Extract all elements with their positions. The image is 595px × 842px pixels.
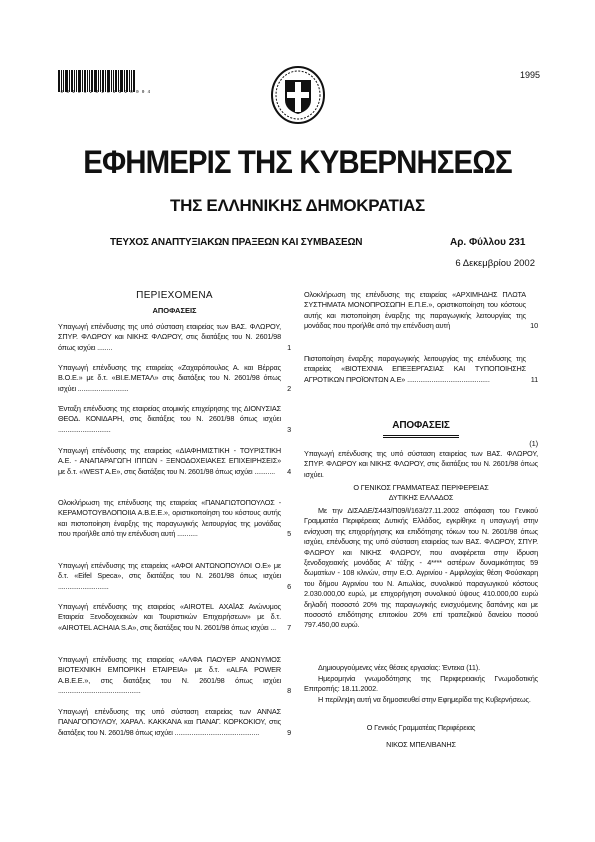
gazette-subtitle: ΤΗΣ ΕΛΛΗΝΙΚΗΣ ΔΗΜΟΚΡΑΤΙΑΣ: [170, 196, 425, 215]
decisions-heading: ΑΠΟΦΑΣΕΙΣ: [392, 420, 450, 431]
toc-entry-text: Υπαγωγή επένδυσης της εταιρείας «ΑΦΟΙ ΑΝΤΩΝΟΠΟΥΛΟΙ Ο.Ε» με δ.τ. «Eifel Speca», στις διατάξεις του Ν. 2601/98 όπως ισχύει ...........................: [58, 561, 281, 591]
toc-entry-text: Υπαγωγή επένδυσης της εταιρείας «ΔΙΑΦΗΜΙΣΤΙΚΗ - ΤΟΥΡΙΣΤΙΚΗ Α.Ε. - ΑΝΑΠΑΡΑΓΩΓΗ ΙΠΠΩΝ - ΞΕΝΟΔΟΧΕΙΑΚΕΣ ΕΠΙΧΕΙΡΗΣΕΙΣ» με δ.τ. «WEST A.E», στις διατάξεις του Ν. 2601/98 όπως ισχύει ...........: [58, 446, 281, 476]
toc-entry-text: Υπαγωγή επένδυσης της εταιρείας «AIROTEL ΑΧΑΪΑΣ Ανώνυμος Εταιρεία Ξενοδοχειακών και Τουριστικών Επιχειρήσεων» με δ.τ. «AIROTEL ACHAIA S.A», στις διατάξεις του Ν. 2601/98 όπως ισχύει ...: [58, 602, 281, 632]
toc-entry-page: 2: [287, 383, 291, 393]
toc-entry: [58, 602, 291, 633]
barcode: [58, 62, 150, 92]
divider: [383, 435, 459, 436]
toc-entry-text: Υπαγωγή επένδυσης της υπό σύσταση εταιρείας των ΑΝΝΑΣ ΠΑΝΑΓΟΠΟΥΛΟΥ, ΧΑΡΑΛ. ΚΑΚΚΑΝΑ και ΠΑΝΑΓ. ΚΟΡΚΟΚΙΟΥ, στις διατάξεις του Ν. 2601/98 όπως ισχύει .............................................: [58, 707, 281, 737]
toc-entry: [58, 322, 291, 353]
toc-entry-page: 9: [287, 727, 291, 737]
barcode-number: 0 3 1 0 5 2 3 1 0 6 1 2 0 0 0 4: [60, 90, 151, 95]
issue-number: Αρ. Φύλλου 231: [450, 237, 526, 248]
authority-line: Ο ΓΕΝΙΚΟΣ ΓΡΑΜΜΑΤΕΑΣ ΠΕΡΙΦΕΡΕΙΑΣ: [353, 483, 489, 492]
decision-intro: Υπαγωγή επένδυσης της υπό σύσταση εταιρείας των ΒΑΣ. ΦΛΩΡΟΥ, ΣΠΥΡ. ΦΛΩΡΟΥ και ΝΙΚΗΣ ΦΛΩΡΟΥ, στις διατάξεις του Ν. 2601/98 όπως ισχύει.: [304, 449, 538, 479]
toc-entry-text: Υπαγωγή επένδυσης της εταιρείας «Ζαχαρόπουλος Α. και Βέρρας Β.Ο.Ε.» με δ.τ. «ΒΙ.Ε.ΜΕΤΑΛ» στις διατάξεις του Ν. 2601/98 όπως ισχύει ...........................: [58, 363, 281, 393]
page-number: 1995: [519, 70, 540, 80]
decision-body: Με την ΔΙΣΑΔΕ/Σ443/Π09/Ι/163/27.11.2002 απόφαση του Γενικού Γραμματέα Περιφέρειας Δυτικής Ελλάδος, εγκρίθηκε η υπαγωγή στην ενίσχυση της επιχορήγησης και επιδότησης τόκων του Ν. 2601/98 όπως ισχύει, επένδυσης της υπό σύσταση εταιρείας των ΒΑΣ. ΦΛΩΡΟΥ, ΣΠΥΡ. ΦΛΩΡΟΥ και ΝΙΚΗΣ ΦΛΩΡΟΥ, που αναφέρεται στην ίδρυση ξενοδοχειακής μονάδας Α' τάξης - 4**** αστέρων δυναμικότητας 59 δωματίων - 108 κλινών, στην Ε.Ο. Αγρινίου - Αμφιλοχίας θέση Φούσκαρη του δήμου Αγρινίου του Ν. Αιτωλίας, συνολικού παραγωγικού κόστους 2.030.000,00 ευρώ, με επιχορήγηση συνολικού ύψους 410.000,00 ευρώ δηλαδή ποσοστό 20% της παραγωγικής ενισχυόμενης δαπάνης και με ποσοστό επιδότησης επιτοκίου 20% επί τραπεζικού δανείου ποσού 797.450,00 ευρώ.: [304, 506, 538, 630]
toc-entry-text: Ένταξη επένδυσης της εταιρείας ατομικής επιχείρησης της ΔΙΟΝΥΣΙΑΣ ΘΕΟΔ. ΚΟΝΙΔΑΡΗ, στις διατάξεις του Ν. 2601/98 όπως ισχύει ............................: [58, 404, 281, 434]
toc-entry-page: 1: [287, 342, 291, 352]
toc-entry: [58, 707, 291, 738]
decision-opinion-date: Ημερομηνία γνωμοδότησης της Περιφερειακής Γνωμοδοτικής Επιτροπής: 18.11.2002.: [304, 674, 538, 694]
series-title: ΤΕΥΧΟΣ ΑΝΑΠΤΥΞΙΑΚΩΝ ΠΡΑΞΕΩΝ ΚΑΙ ΣΥΜΒΑΣΕΩΝ: [110, 237, 363, 248]
coat-of-arms-icon: [268, 64, 328, 126]
toc-entry-text: Ολοκλήρωση της επένδυσης της εταιρείας «ΠΑΝΑΓΙΩΤΟΠΟΥΛΟΣ - ΚΕΡΑΜΟΤΟΥΒΛΟΠΟΙΙΑ Α.Β.Ε.Ε.», οριστικοποίηση του κόστους αυτής και πιστοποίηση έναρξης της παραγωγικής λειτουργίας της μονάδας που προήλθε από την επένδυση αυτή ...........: [58, 498, 281, 539]
toc-entry: [58, 498, 291, 540]
toc-entry-page: 3: [287, 424, 291, 434]
toc-entry: [58, 363, 291, 394]
toc-heading: ΠΕΡΙΕΧΟΜΕΝΑ: [136, 290, 213, 301]
decision-publication: Η περίληψη αυτή να δημοσιευθεί στην Εφημερίδα της Κυβερνήσεως.: [318, 695, 531, 704]
decision-number: (1): [529, 439, 538, 448]
toc-entry-text: Υπαγωγή επένδυσης της υπό σύσταση εταιρείας των ΒΑΣ. ΦΛΩΡΟΥ, ΣΠΥΡ. ΦΛΩΡΟΥ και ΝΙΚΗΣ ΦΛΩΡΟΥ, στις διατάξεις του Ν. 2601/98 όπως ισχύει ........: [58, 322, 281, 352]
gazette-title: ΕΦΗΜΕΡΙΣ ΤΗΣ ΚΥΒΕΡΝΗΣΕΩΣ: [83, 144, 512, 180]
toc-entry-text: Ολοκλήρωση της επένδυσης της εταιρείας «ΑΡΧΙΜΗΔΗΣ ΠΛΩΤΑ ΣΥΣΤΗΜΑΤΑ ΜΟΝΟΠΡΟΣΩΠΗ Ε.Π.Ε.», οριστικοποίηση του κόστους αυτής και πιστοποίηση έναρξης της παραγωγικής λειτουργίας της μονάδας που προήλθε από την επένδυση αυτή: [304, 290, 526, 331]
toc-entry-page: 7: [287, 622, 291, 632]
toc-entry-text: Πιστοποίηση έναρξης παραγωγικής λειτουργίας της επένδυσης της εταιρείας «ΒΙΟΤΕΧΝΙΑ ΕΠΕΞΕΡΓΑΣΙΑΣ ΚΑΙ ΤΥΠΟΠΟΙΗΣΗΣ ΑΓΡΟΤΙΚΩΝ ΠΡΟΪΟΝΤΩΝ Α.Ε» ............................................: [304, 354, 526, 384]
toc-entry-page: 5: [287, 529, 291, 539]
toc-entry: [304, 290, 538, 332]
toc-entry-page: 6: [287, 581, 291, 591]
toc-subheading: ΑΠΟΦΑΣΕΙΣ: [152, 306, 197, 315]
divider: [383, 437, 459, 438]
signer-title: Ο Γενικός Γραμματέας Περιφέρειας: [366, 723, 476, 732]
authority-region: ΔΥΤΙΚΗΣ ΕΛΛΑΔΟΣ: [388, 493, 454, 502]
toc-entry-page: 11: [530, 374, 538, 384]
toc-entry-page: 4: [287, 466, 291, 476]
toc-entry: [58, 655, 291, 697]
issue-date: 6 Δεκεμβρίου 2002: [455, 258, 535, 269]
toc-entry: [58, 561, 291, 592]
signer-name: ΝΙΚΟΣ ΜΠΕΛΙΒΑΝΗΣ: [386, 740, 456, 749]
toc-entry: [58, 404, 291, 435]
toc-entry-page: 8: [287, 686, 291, 696]
toc-entry-text: Υπαγωγή επένδυσης της εταιρείας «ΑΛΦΑ ΠΑΟΥΕΡ ΑΝΩΝΥΜΟΣ ΒΙΟΤΕΧΝΙΚΗ ΕΜΠΟΡΙΚΗ ΕΤΑΙΡΕΙΑ» με δ.τ. «ALFA POWER A.B.E.E.», στις διατάξεις του Ν. 2601/98 όπως ισχύει ............................................: [58, 655, 281, 696]
toc-entry: [304, 354, 538, 385]
toc-entry-page: 10: [530, 321, 538, 331]
toc-entry: [58, 446, 291, 477]
decision-jobs: Δημιουργούμενες νέες θέσεις εργασίας: Έντεκα (11).: [318, 663, 480, 672]
